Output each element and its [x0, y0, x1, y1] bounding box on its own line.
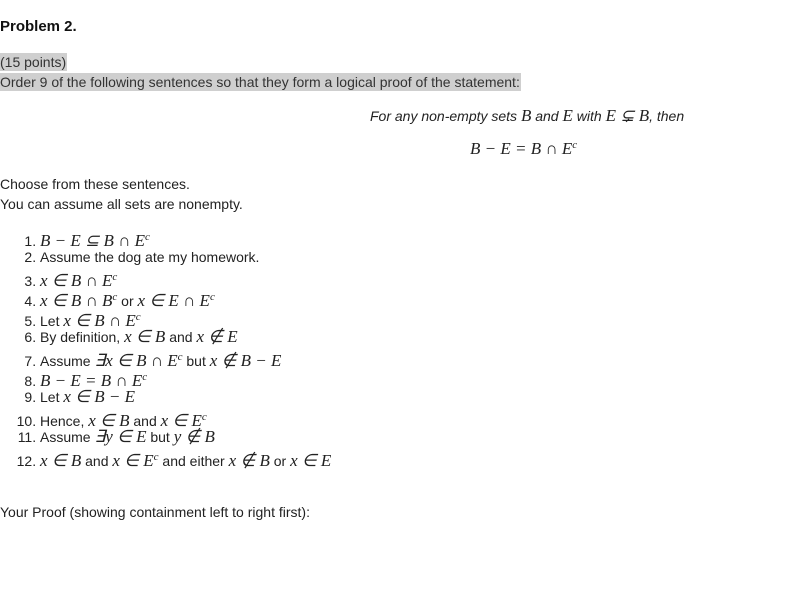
choose-text: Choose from these sentences. — [0, 176, 190, 192]
sentence-part: or — [269, 453, 291, 469]
sentence-part: and — [165, 329, 197, 345]
sentence-part: x ∉ B — [228, 451, 270, 470]
statement-var-e: E — [562, 106, 573, 125]
sentence-item — [40, 327, 331, 347]
sentence-part: Assume — [40, 353, 95, 369]
statement-equation — [470, 139, 577, 159]
points-label — [0, 53, 67, 72]
sentence-part: B − E = B ∩ E — [40, 371, 143, 390]
sentence-part: x ∈ B — [124, 327, 166, 346]
sentence-part: x ∈ E — [112, 451, 154, 470]
sentence-part: or — [117, 293, 138, 309]
sentence-part: x ∈ B ∩ E — [63, 311, 136, 330]
sentence-item — [40, 387, 331, 407]
sentence-part: c — [142, 371, 148, 383]
sentence-part: c — [112, 291, 118, 303]
sentence-item — [40, 247, 331, 267]
sentence-part: By definition, — [40, 329, 125, 345]
sentence-part: x ∉ E — [196, 327, 238, 346]
sentence-item — [40, 407, 331, 430]
sentence-item — [40, 347, 331, 370]
sentence-part: B − E ⊆ B ∩ E — [40, 231, 146, 250]
sentence-part: ∃x ∈ B ∩ E — [94, 351, 178, 370]
sentence-part: but — [182, 353, 210, 369]
sentence-part: x ∈ B — [40, 451, 82, 470]
sentence-part: Assume — [40, 429, 95, 445]
sentence-part: c — [112, 271, 118, 283]
sentence-part: y ∉ B — [173, 427, 215, 446]
sentence-part: c — [209, 291, 215, 303]
sentence-part: x ∈ E — [160, 411, 202, 430]
sentence-part: and — [81, 453, 113, 469]
sentence-list — [0, 227, 332, 470]
sentence-item — [40, 227, 331, 250]
sentence-part: x ∈ B — [88, 411, 130, 430]
sentence-part: x ∈ B ∩ E — [40, 271, 113, 290]
statement-condition: E ⊊ B — [605, 106, 650, 125]
statement-and: and — [531, 108, 563, 124]
sentence-item — [40, 287, 331, 310]
statement-with: with — [572, 108, 606, 124]
assume-text: You can assume all sets are nonempty. — [0, 196, 243, 212]
instruction — [0, 73, 521, 92]
sentence-item — [40, 427, 331, 447]
sentence-part: c — [177, 351, 183, 363]
sentence-item — [40, 267, 331, 290]
equation-text: B − E = B ∩ E — [470, 139, 573, 158]
proof-label: Your Proof (showing containment left to right first): — [0, 504, 310, 520]
problem-title: Problem 2. — [0, 18, 77, 35]
sentence-part: Let — [40, 389, 64, 405]
statement-then: , then — [649, 108, 685, 124]
sentence-part: and either — [158, 453, 229, 469]
sentence-part: and — [129, 413, 161, 429]
statement-line — [370, 106, 684, 126]
sentence-part: c — [135, 311, 141, 323]
instruction-text: Order 9 of the following sentences so that they form a logical proof of the statement: — [0, 74, 520, 90]
sentence-part: c — [145, 231, 150, 243]
sentence-part: c — [201, 411, 207, 423]
statement-var-b: B — [520, 106, 532, 125]
sentence-part: x ∈ B ∩ B — [40, 291, 113, 310]
sentence-part: c — [153, 451, 159, 463]
sentence-part: Hence, — [40, 413, 89, 429]
equation-superscript: c — [572, 139, 578, 151]
statement-prefix: For any non-empty sets — [370, 108, 521, 124]
sentence-part: but — [146, 429, 174, 445]
sentence-item — [40, 367, 331, 390]
sentence-item — [40, 447, 332, 470]
sentence-part: Assume the dog ate my homework. — [40, 249, 260, 265]
sentence-part: ∃y ∈ E — [94, 427, 147, 446]
sentence-part: x ∈ E — [290, 451, 332, 470]
sentence-part: Let — [40, 313, 64, 329]
sentence-part: x ∈ B − E — [63, 387, 135, 406]
points-text: (15 points) — [0, 54, 67, 70]
sentence-part: x ∉ B − E — [209, 351, 282, 370]
sentence-item — [40, 307, 331, 330]
sentence-part: x ∈ E ∩ E — [137, 291, 210, 310]
